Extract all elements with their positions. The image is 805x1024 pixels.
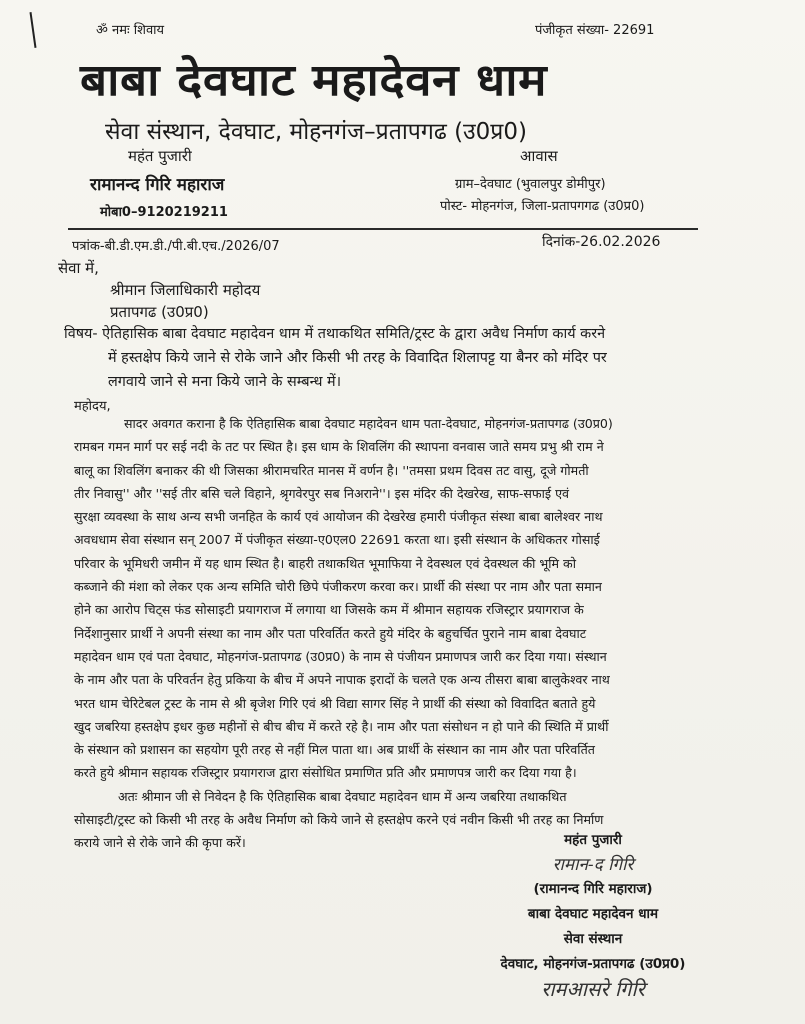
body-line: होने का आरोप चिट्स फंड सोसाइटी प्रयागराज में लगाया था जिसके कम में श्रीमान सहायक रजिस्ट्रार प्रयागराज के: [74, 602, 584, 618]
invocation: ॐ नमः शिवाय: [96, 23, 165, 38]
residence-line1: ग्राम–देवघाट (भुवालपुर डोमीपुर): [455, 177, 606, 192]
body-line: कराये जाने से रोके जाने की कृपा करें।: [74, 835, 246, 851]
subject-line: लगवाये जाने से मना किये जाने के सम्बन्ध में।: [108, 374, 342, 390]
body-line: बालू का शिवलिंग बनाकर की थी जिसका श्रीरामचरित मानस में वर्णन है। ''तमसा प्रथम दिवस तट वासु, दूजे गोमती: [74, 462, 589, 478]
subject-line: विषय- ऐतिहासिक बाबा देवघाट महादेवन धाम में तथाकथित समिति/ट्रस्ट के द्वारा अवैध निर्माण कार्य करने: [64, 326, 606, 342]
body-line: कब्जाने की मंशा को लेकर एक अन्य समिति चोरी छिपे पंजीकरण करवा कर। प्रार्थी की संस्था पर नाम और पता समान: [74, 579, 602, 595]
body-line: भरत धाम चेरिटेबल ट्रस्ट के नाम से श्री बृजेश गिरि एवं श्री विद्या सागर सिंह ने प्रार्थी की संस्था को विवादित बताते हुये: [74, 695, 596, 711]
salutation: महोदय,: [74, 399, 111, 414]
body-line: सादर अवगत कराना है कि ऐतिहासिक बाबा देवघाट महादेवन धाम पता-देवघाट, मोहनगंज-प्रतापगढ (उ0प्र0): [124, 416, 613, 431]
address-to: सेवा में,: [58, 259, 99, 277]
address-line2: प्रतापगढ (उ0प्र0): [110, 303, 209, 321]
signatory-org: बाबा देवघाट महादेवन धाम: [527, 906, 659, 922]
subject-block: [64, 322, 724, 394]
body-line: खुद जबरिया हस्तक्षेप इधर कुछ महीनों से बीच बीच में करते रहे है। नाम और पता संसोधन न हो पाने की स्थिति में प्रार्थी: [74, 718, 609, 734]
body-line: सुरक्षा व्यवस्था के साथ अन्य सभी जनहित के कार्य एवं आयोजन की देखरेख हमारी पंजीकृत संस्था बाबा बालेश्वर नाथ: [74, 509, 603, 525]
body-line: सोसाइटी/ट्रस्ट को किसी भी तरह के अवैध निर्माण को किये जाने से हस्तक्षेप करने एवं नवीन किसी भी तरह का निर्माण: [74, 812, 604, 828]
letter-body: [74, 412, 720, 855]
reference-number: पत्रांक-बी.डी.एम.डी./पी.बी.एच./2026/07: [72, 239, 280, 254]
letterhead-title: बाबा देवघाट महादेवन धाम: [80, 55, 548, 106]
letterhead-subtitle: सेवा संस्थान, देवघाट, मोहनगंज–प्रतापगढ (उ0प्र0): [105, 119, 527, 145]
registration-number: पंजीकृत संख्या- 22691: [535, 23, 655, 38]
body-line: करते हुये श्रीमान सहायक रजिस्ट्रार प्रयागराज द्वारा संसोधित प्रमाणित प्रति और प्रमाणपत्र जारी कर दिया गया है।: [74, 765, 577, 781]
body-line: के नाम और पता के परिवर्तन हेतु प्रकिया के बीच में अपने नापाक इरादों के चलते एक अन्य तीसरा बाबा बालुकेश्वर नाथ: [74, 672, 610, 688]
handwritten-signature: रामान-द गिरि: [552, 855, 634, 875]
left-role: महंत पुजारी: [128, 147, 192, 165]
body-line: निर्देशानुसार प्रार्थी ने अपनी संस्था का नाम और पता परिवर्तित करते हुये मंदिर के बहुचर्चित पुराने नाम बाबा देवघाट: [74, 625, 587, 641]
left-mobile: मोबा0–9120219211: [100, 205, 228, 220]
letter-date: दिनांक-26.02.2026: [542, 234, 661, 250]
header-divider: [68, 228, 698, 230]
pen-mark: [30, 12, 37, 48]
body-line: परिवार के भूमिधरी जमीन में यह धाम स्थित है। बाहरी तथाकथित भूमाफिया ने देवस्थल एवं देवस्थल की भूमि को: [74, 555, 576, 571]
body-line: के संस्थान को प्रशासन का सहयोग पूरी तरह से नहीं मिल पाता था। अब प्रार्थी के संस्थान का नाम और पता परिवर्तित: [74, 742, 595, 758]
subject-line: में हस्तक्षेप किये जाने से रोके जाने और किसी भी तरह के विवादित शिलापट्ट या बैनर को मंदिर पर: [108, 350, 607, 366]
signatory-role: महंत पुजारी: [564, 832, 622, 848]
residence-line2: पोस्ट- मोहनगंज, जिला-प्रतापगगढ (उ0प्र0): [440, 199, 645, 214]
body-line: रामबन गमन मार्ग पर सई नदी के तट पर स्थित है। इस धाम के शिवलिंग की स्थापना वनवास जाते समय प्रभु श्री राम ने: [74, 439, 604, 455]
body-line: तीर निवासु'' और ''सई तीर बसि चले विहाने, श्रृगवेरपुर सब निअराने''। इस मंदिर की देखरेख, साफ-सफाई एवं: [74, 485, 570, 501]
address-line1: श्रीमान जिलाधिकारी महोदय: [110, 281, 261, 299]
residence-heading: आवास: [520, 147, 558, 165]
signatory-place: देवघाट, मोहनगंज-प्रतापगढ (उ0प्र0): [500, 956, 686, 972]
signatory-name: (रामानन्द गिरि महाराज): [533, 881, 653, 897]
left-name: रामानन्द गिरि महाराज: [90, 175, 225, 195]
signature-block: [473, 828, 713, 1002]
body-line: महादेवन धाम एवं पता देवघाट, मोहनगंज-प्रतापगढ (उ0प्र0) के नाम से पंजीयन प्रमाणपत्र जारी कर दिया गया। संस्थान: [74, 648, 607, 664]
signatory-org2: सेवा संस्थान: [563, 931, 623, 947]
body-line: अवधधाम सेवा संस्थान सन् 2007 में पंजीकृत संख्या-ए0एल0 22691 करता था। इसी संस्थान के अधिकतर गोसाई: [74, 532, 600, 548]
body-line: अतः श्रीमान जी से निवेदन है कि ऐतिहासिक बाबा देवघाट महादेवन धाम में अन्य जबरिया तथाकथित: [118, 788, 567, 804]
second-handwritten-signature: रामआसरे गिरि: [541, 977, 645, 1001]
